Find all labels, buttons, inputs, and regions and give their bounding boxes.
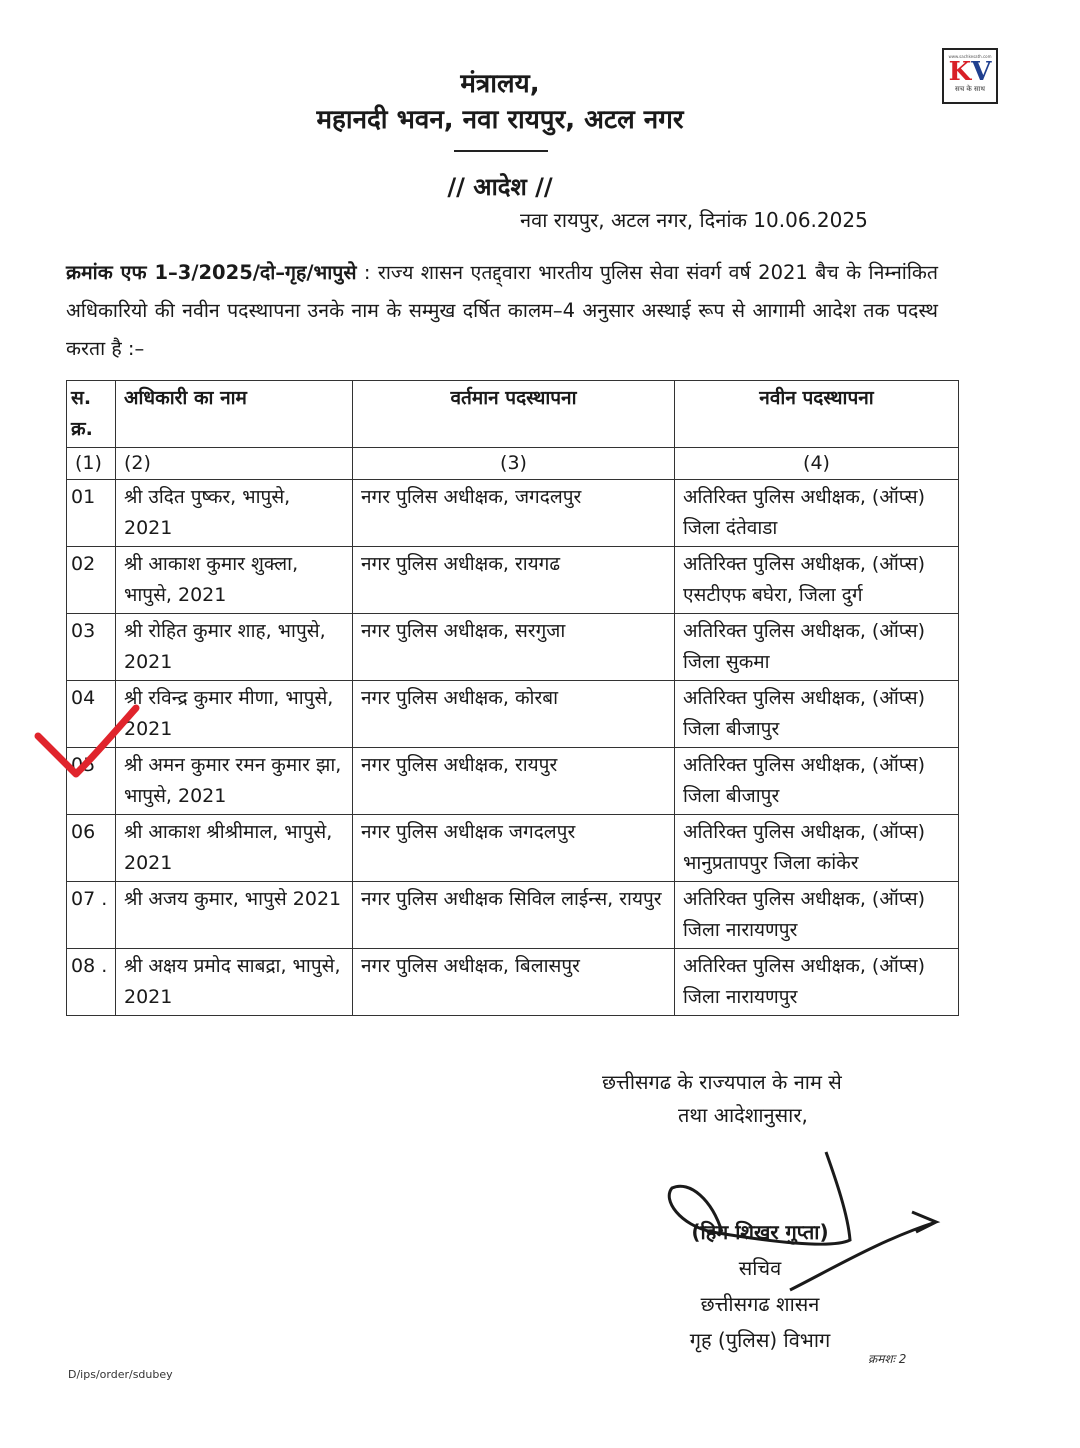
table-row [67,815,959,882]
current-posting-cell: नगर पुलिस अधीक्षक, कोरबा [353,681,675,748]
new-posting-cell: अतिरिक्त पुलिस अधीक्षक, (ऑप्स) जिला नारायणपुर [675,882,959,949]
order-number: क्रमांक एफ 1–3/2025/दो–गृह/भापुसे [66,261,357,284]
address-heading: महानदी भवन, नवा रायपुर, अटल नगर [316,105,684,135]
serial-cell: 06 [67,815,116,882]
table-row [67,882,959,949]
posting-table [66,380,959,1016]
new-posting-cell: अतिरिक्त पुलिस अधीक्षक, (ऑप्स) जिला बीजापुर [675,748,959,815]
logo-tagline: सच के साथ [954,85,986,93]
authority-line: छत्तीसगढ के राज्यपाल के नाम से [602,1070,842,1094]
current-posting-cell: नगर पुलिस अधीक्षक सिविल लाईन्स, रायपुर [353,882,675,949]
table-row [67,614,959,681]
officer-name-cell: श्री आकाश कुमार शुक्ला, भापुसे, 2021 [116,547,353,614]
table-header-row [67,381,959,448]
current-posting-cell: नगर पुलिस अधीक्षक, रायपुर [353,748,675,815]
order-text: : राज्य शासन एतद्द्वारा भारतीय पुलिस सेवा संवर्ग वर्ष 2021 बैच के निम्नांकित अधिकारियो की नवीन पदस्थापना उनके नाम के सम्मुख दर्षित कालम–4 अनुसार अस्थाई रूप से आगामी आदेश तक पदस्थ करता है :– [66,261,938,360]
authority-line: तथा आदेशानुसार, [678,1103,808,1127]
new-posting-cell: अतिरिक्त पुलिस अधीक्षक, (ऑप्स) भानुप्रतापपुर जिला कांकेर [675,815,959,882]
current-posting-cell: नगर पुलिस अधीक्षक, सरगुजा [353,614,675,681]
heading-divider [454,150,548,152]
serial-cell: 04 [67,681,116,748]
table-row [67,480,959,547]
new-posting-cell: अतिरिक्त पुलिस अधीक्षक, (ऑप्स) जिला सुकमा [675,614,959,681]
current-posting-cell: नगर पुलिस अधीक्षक, बिलासपुर [353,949,675,1016]
new-posting-cell: अतिरिक्त पुलिस अधीक्षक, (ऑप्स) जिला दंतेवाडा [675,480,959,547]
col-number: (3) [353,448,675,480]
col-number: (1) [67,448,116,480]
logo-site: www.sachkesath.com [948,54,992,59]
officer-name-cell: श्री अजय कुमार, भापुसे 2021 [116,882,353,949]
signatory-block [670,1214,850,1358]
header-new-posting: नवीन पदस्थापना [675,381,959,448]
logo-mark: KV [948,57,992,87]
officer-name-cell: श्री अमन कुमार रमन कुमार झा, भापुसे, 2021 [116,748,353,815]
signatory-designation: सचिव [738,1256,782,1280]
authority-block [602,1066,842,1132]
officer-name-cell: श्री रोहित कुमार शाह, भापुसे, 2021 [116,614,353,681]
serial-cell: 03 [67,614,116,681]
header-officer-name: अधिकारी का नाम [116,381,353,448]
serial-cell: 08 . [67,949,116,1016]
serial-cell: 01 [67,480,116,547]
order-date: नवा रायपुर, अटल नगर, दिनांक 10.06.2025 [520,208,868,232]
order-title: // आदेश // [447,173,553,201]
current-posting-cell: नगर पुलिस अधीक्षक जगदलपुर [353,815,675,882]
header-serial: स. क्र. [67,381,116,448]
current-posting-cell: नगर पुलिस अधीक्षक, जगदलपुर [353,480,675,547]
serial-cell: 05 [67,748,116,815]
officer-name-cell: श्री रविन्द्र कुमार मीणा, भापुसे, 2021 [116,681,353,748]
header-current-posting: वर्तमान पदस्थापना [353,381,675,448]
new-posting-cell: अतिरिक्त पुलिस अधीक्षक, (ऑप्स) जिला नारायणपुर [675,949,959,1016]
col-number: (2) [116,448,353,480]
order-paragraph [66,254,938,368]
serial-cell: 07 . [67,882,116,949]
officer-name-cell: श्री उदित पुष्कर, भापुसे, 2021 [116,480,353,547]
table-row [67,681,959,748]
officer-name-cell: श्री आकाश श्रीश्रीमाल, भापुसे, 2021 [116,815,353,882]
ministry-heading: मंत्रालय, [460,69,540,99]
table-row [67,949,959,1016]
column-number-row [67,448,959,480]
signatory-dept: छत्तीसगढ शासन [700,1292,820,1316]
signatory-name: (हिम शिखर गुप्ता) [691,1220,829,1244]
new-posting-cell: अतिरिक्त पुलिस अधीक्षक, (ऑप्स) एसटीएफ बघेरा, जिला दुर्ग [675,547,959,614]
page-continuation: क्रमशः 2 [868,1352,907,1366]
new-posting-cell: अतिरिक्त पुलिस अधीक्षक, (ऑप्स) जिला बीजापुर [675,681,959,748]
table-row [67,547,959,614]
serial-cell: 02 [67,547,116,614]
current-posting-cell: नगर पुलिस अधीक्षक, रायगढ [353,547,675,614]
signatory-dept: गृह (पुलिस) विभाग [689,1328,831,1352]
officer-name-cell: श्री अक्षय प्रमोद साबद्रा, भापुसे, 2021 [116,949,353,1016]
col-number: (4) [675,448,959,480]
file-path: D/ips/order/sdubey [68,1368,173,1381]
table-row [67,748,959,815]
